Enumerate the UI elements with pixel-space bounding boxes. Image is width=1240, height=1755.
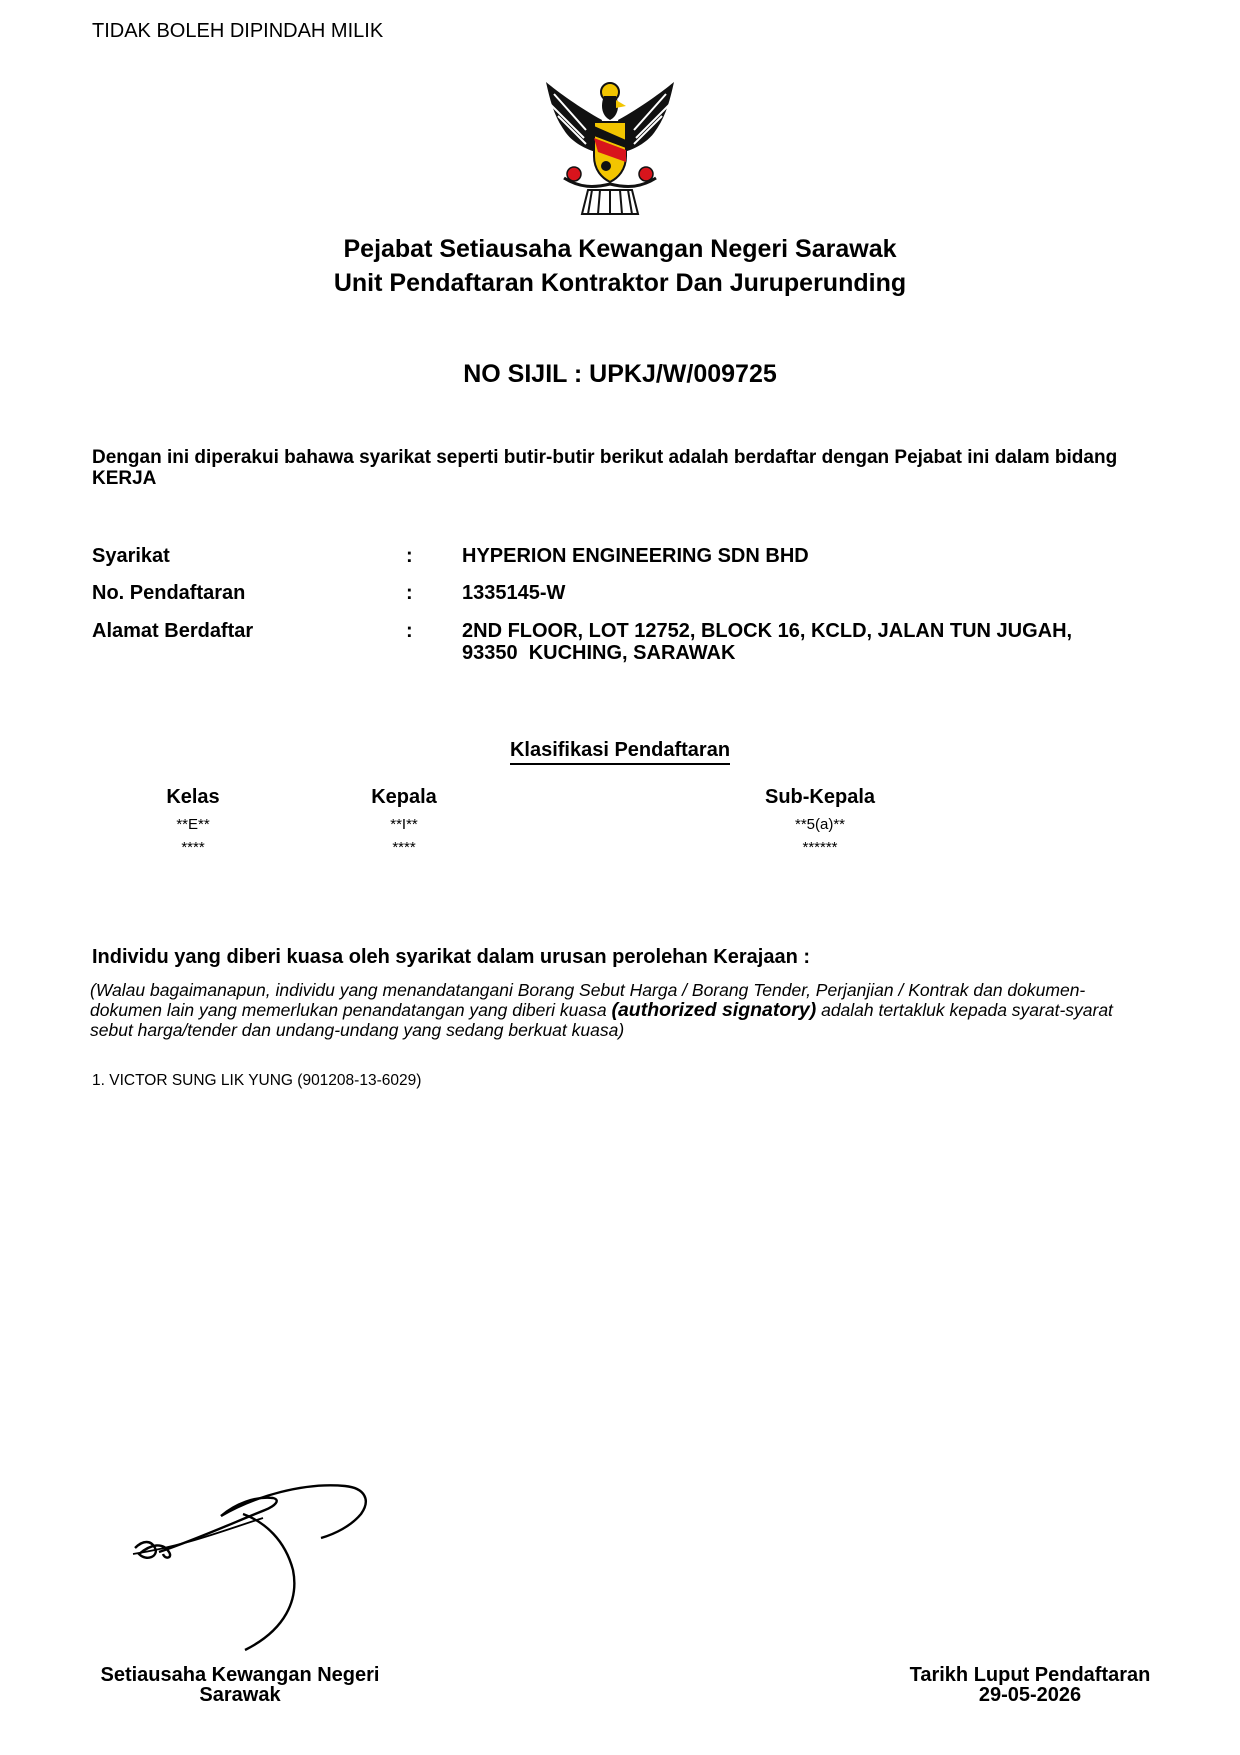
class-header: Kelas [166,786,220,808]
registration-number-value: 1335145-W [462,582,566,604]
signer-title-line2: Sarawak [199,1684,281,1706]
authorized-note-part1: (Walau bagaimanapun, individu yang menandatangani Borang Sebut Harga / Borang Tender, Perjanjian / Kontrak dan dokumen-dokumen lain yang memerlukan penandatangan yang diberi kuasa [90,980,1086,1020]
registration-number-colon: : [406,582,413,604]
authorized-note [90,980,1150,1040]
class-value: **E** [176,816,210,833]
subhead-value: ****** [802,839,838,856]
subhead-value: **5(a)** [794,816,846,833]
subhead-column [740,786,900,859]
classification-title [0,739,1240,762]
class-value: **** [181,839,205,856]
signer-title [80,1665,400,1705]
registered-address-label: Alamat Berdaftar [92,620,254,642]
head-value: **** [392,839,416,856]
subhead-header: Sub-Kepala [764,786,876,808]
authorized-note-part2: adalah tertakluk kepada syarat-syarat sebut harga/tender dan undang-undang yang sedang berkuat kuasa) [90,1000,1113,1040]
head-column [344,786,464,859]
company-name-label: Syarikat [92,545,170,567]
class-column [138,786,248,859]
address-line-1: 2ND FLOOR, LOT 12752, BLOCK 16, KCLD, JALAN TUN JUGAH, [462,620,1073,642]
authorized-note-emphasis: (authorized signatory) [611,999,817,1021]
company-name-value: HYPERION ENGINEERING SDN BHD [462,545,809,567]
registered-address-colon: : [406,620,413,642]
registration-number-label: No. Pendaftaran [92,582,246,604]
not-transferable-notice: TIDAK BOLEH DIPINDAH MILIK [92,20,384,42]
expiry-date: 29-05-2026 [978,1684,1082,1706]
signature-icon [125,1470,425,1670]
certificate-number: NO SIJIL : UPKJ/W/009725 [463,360,777,388]
expiry-block [880,1665,1180,1705]
declaration-text: Dengan ini diperakui bahawa syarikat seperti butir-butir berikut adalah berdaftar dengan Pejabat ini dalam bidang KERJA [92,447,1118,489]
unit-title: Unit Pendaftaran Kontraktor Dan Juruperunding [333,269,907,297]
registered-address-value [462,620,1142,664]
signatory-item: 1. VICTOR SUNG LIK YUNG (901208-13-6029) [92,1072,422,1089]
company-name-colon: : [406,545,413,567]
signer-title-line1: Setiausaha Kewangan Negeri [100,1664,380,1686]
authorized-heading: Individu yang diberi kuasa oleh syarikat dalam urusan perolehan Kerajaan : [92,946,811,968]
office-title: Pejabat Setiausaha Kewangan Negeri Sarawak [343,235,897,263]
head-value: **I** [390,816,418,833]
address-line-2: 93350 KUCHING, SARAWAK [462,642,736,664]
expiry-label: Tarikh Luput Pendaftaran [909,1664,1151,1686]
head-header: Kepala [371,786,437,808]
sarawak-crest-icon [540,78,680,220]
classification-title-text: Klasifikasi Pendaftaran [510,739,730,765]
